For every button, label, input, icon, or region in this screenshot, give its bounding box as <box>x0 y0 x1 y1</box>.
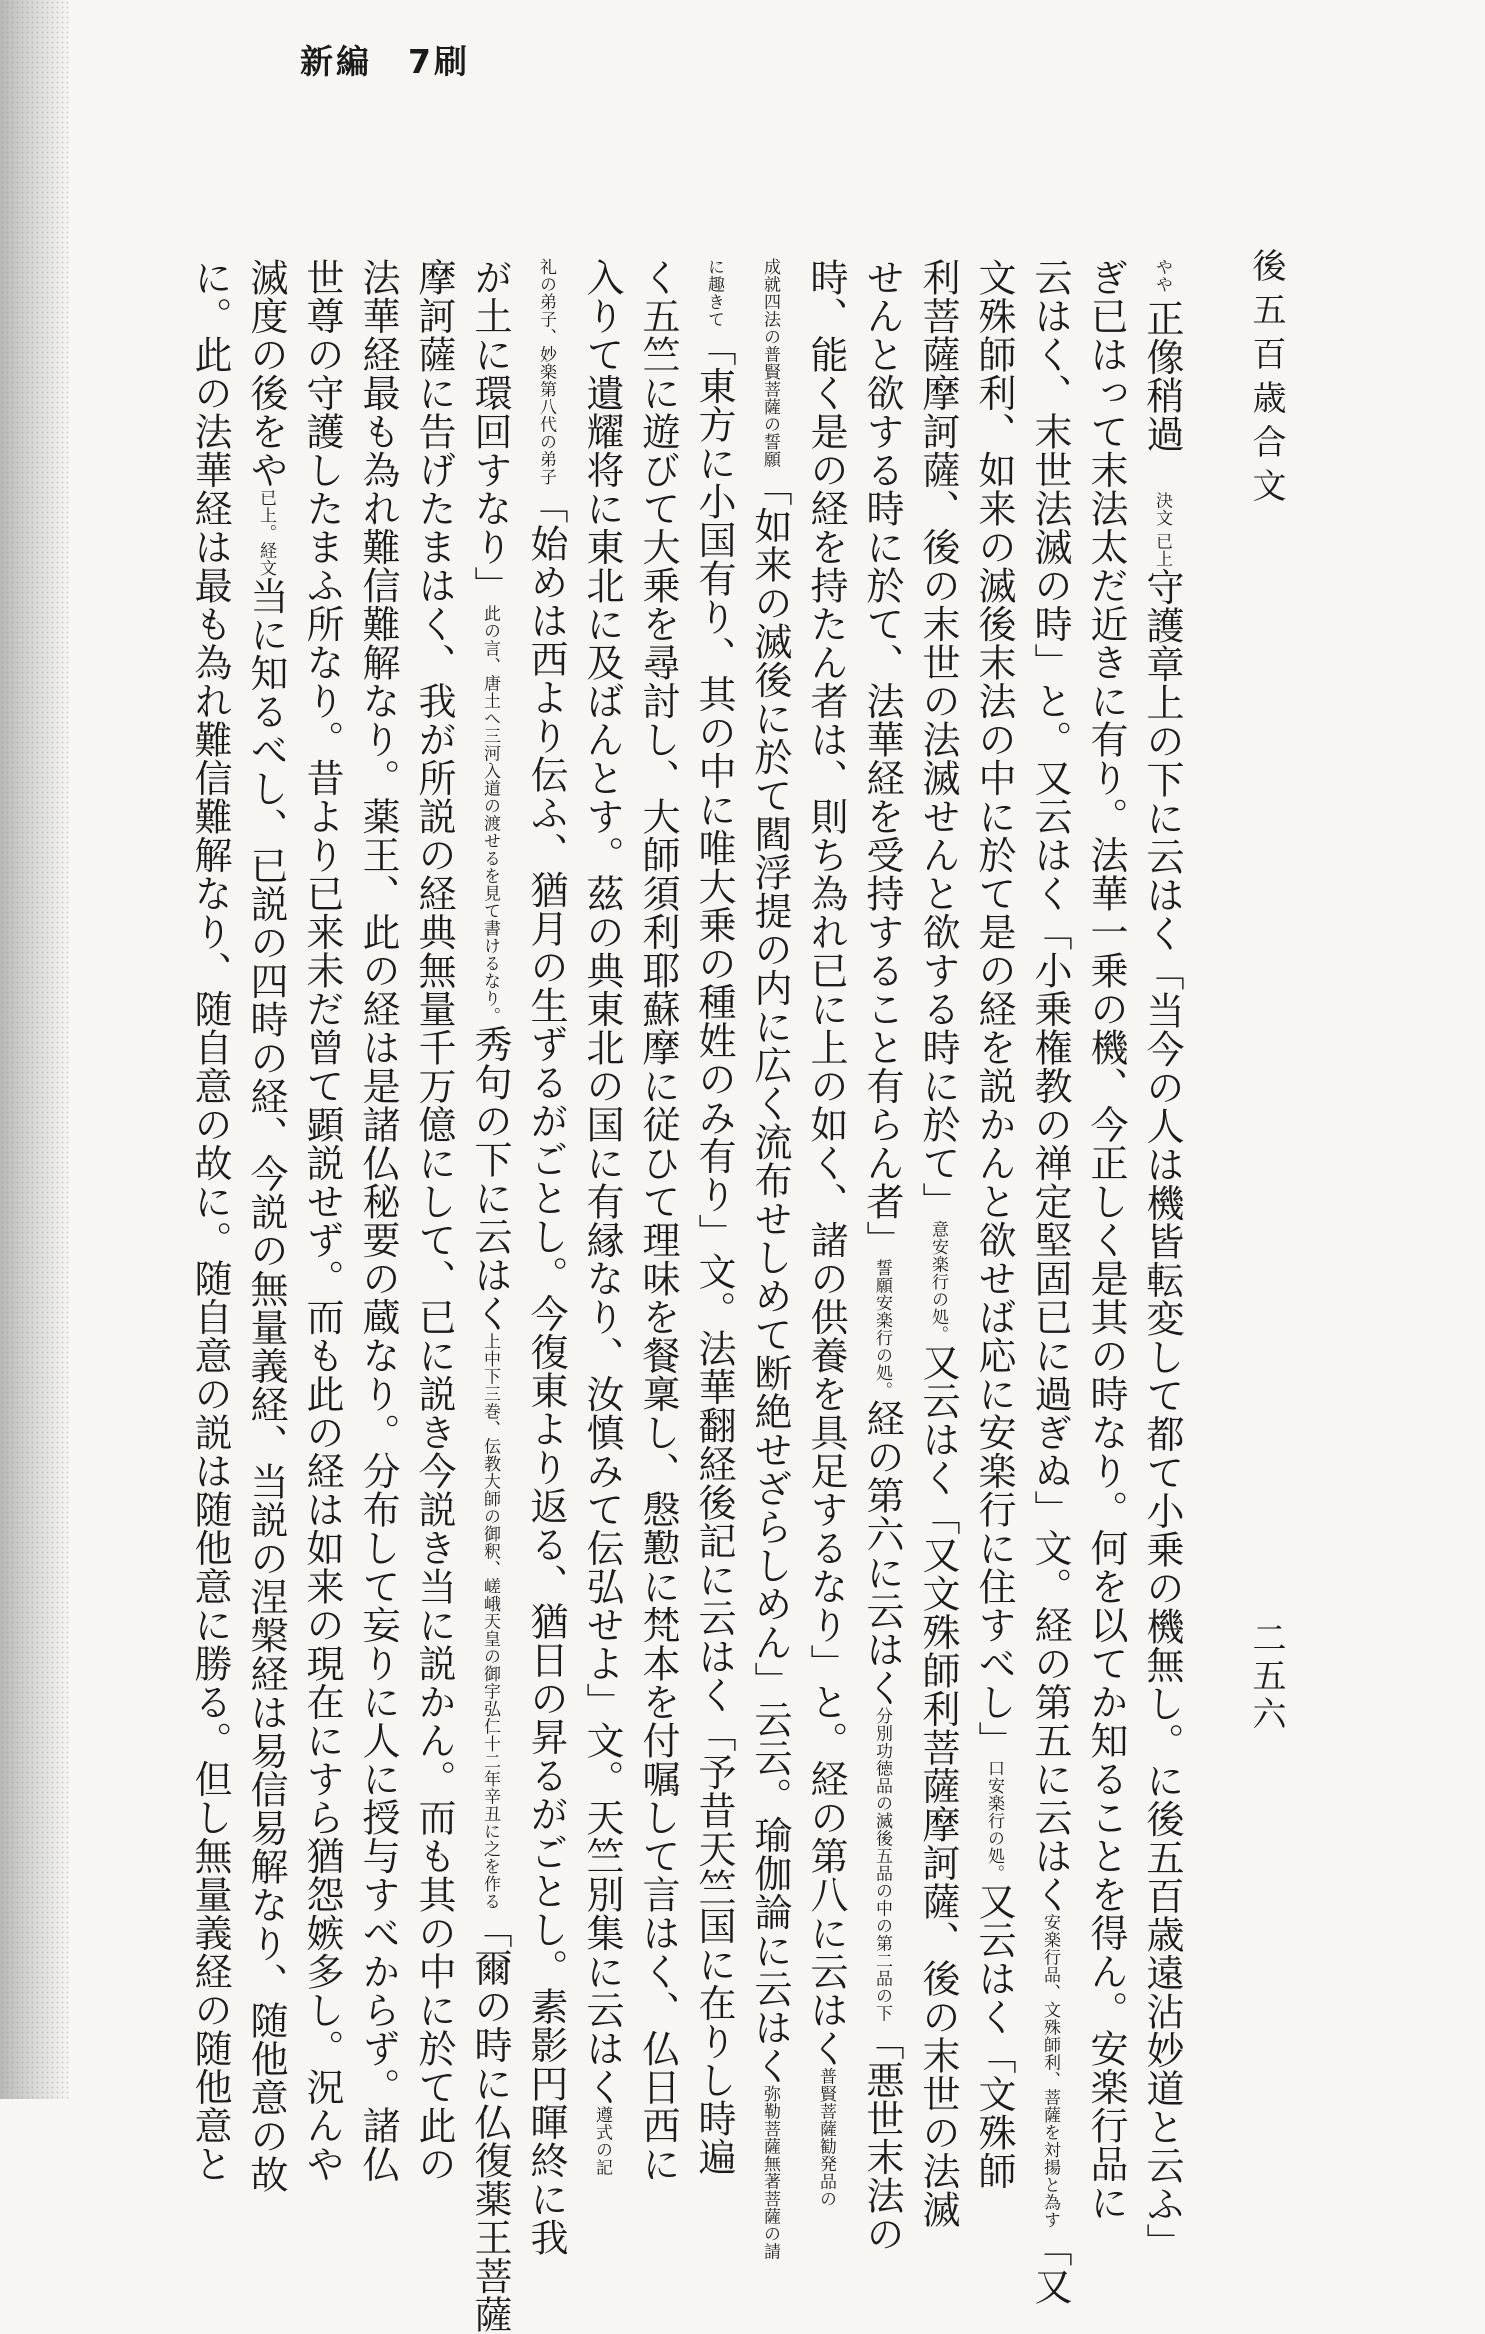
text-segment: 文殊師利、如来の滅後末法の中に於て是の経を説かんと欲せば応に安楽行に住すべし」 <box>972 258 1016 1760</box>
text-segment: に。此の法華経は最も為れ難信難解なり、随自意の故に。随自意の説は随他意に勝る。但し無量義経の随他意と <box>188 258 232 2183</box>
text-segment: が土に環回すなり」 <box>468 258 512 605</box>
interlinear-note: 口安楽行の処。 <box>984 1759 1004 1882</box>
interlinear-note: 分別功徳品の滅後五品の中の第二品の下 <box>872 1707 892 2022</box>
edition-label: 新編 7刷 <box>300 42 470 81</box>
text-segment: 秀句の下に云はく <box>468 1024 512 1333</box>
text-segment: 法華経最も為れ難信難解なり。薬王、此の経は是諸仏秘要の蔵なり。分布して妄りに人に授与すべからず。諸仏 <box>356 258 400 2183</box>
text-segment: 又云はく「又文殊師利菩薩摩訶薩、後の末世の法滅 <box>916 1343 960 2229</box>
interlinear-note: 意安楽行の処。 <box>928 1220 948 1343</box>
text-segment: 正像稍過 <box>1140 298 1184 492</box>
text-column <box>966 258 1022 2190</box>
text-segment: に後五百歳遠沾妙道と云ふ」 <box>1140 1760 1184 2262</box>
text-segment: 摩訶薩に告げたまはく、我が所説の経典無量千万億にして、已に説き今説き当に説かん。而も其の中に於て此の <box>412 258 456 2183</box>
text-segment: 入りて遺耀将に東北に及ばんとす。茲の典東北の国に有縁なり、汝慎みて伝弘せよ」文。天竺別集に云はく <box>580 258 624 2106</box>
text-segment: 「又 <box>1028 2228 1072 2306</box>
text-segment: 「悪世末法の <box>860 2022 904 2253</box>
text-column <box>1134 258 1190 2262</box>
interlinear-note: 遵式の記 <box>592 2106 612 2176</box>
interlinear-note: やや <box>1152 258 1172 299</box>
text-segment: 又云はく「文殊師 <box>972 1882 1016 2190</box>
text-segment: 世尊の守護したまふ所なり。昔より已来未だ曾て顕説せず。而も此の経は如来の現在にすら猶怨嫉多し。況んや <box>300 258 344 2183</box>
page-number: 二五六 <box>1246 1620 1286 1734</box>
text-column <box>910 258 966 2229</box>
interlinear-note: 上中下三巻、伝教大師の御釈、嵯峨天皇の御宇弘仁十二年辛丑に之を作る <box>480 1332 500 1910</box>
text-column <box>742 258 798 2260</box>
text-column <box>518 258 574 2257</box>
text-segment: せんと欲する時に於て、法華経を受持すること有らん者」 <box>860 258 904 1259</box>
text-segment: 利菩薩摩訶薩、後の末世の法滅せんと欲する時に於て」 <box>916 258 960 1221</box>
interlinear-note: 此の言、唐土へ三河入道の渡せるを見て書けるなり。 <box>480 604 500 1025</box>
text-column <box>574 258 630 2176</box>
text-column <box>630 258 686 2183</box>
text-column <box>854 258 910 2253</box>
text-column <box>406 258 462 2183</box>
text-column <box>182 258 238 2183</box>
text-column <box>462 258 518 2334</box>
interlinear-note: 普賢菩薩勧発品の <box>816 2067 836 2208</box>
interlinear-note: 誓願安楽行の処。 <box>872 1259 892 1399</box>
text-column <box>350 258 406 2183</box>
vertical-body-text <box>75 258 1190 2334</box>
text-segment: 云はく、末世法滅の時」と。又云はく「小乗権教の禅定堅固已に過ぎぬ」文。経の第五に云はく <box>1028 258 1072 1914</box>
text-column <box>294 258 350 2183</box>
text-segment: 当に知るべし、已説の四時の経、今説の無量義経、当説の涅槃経は易信易解なり、随他意の故 <box>244 576 288 2194</box>
text-segment: 守護章上の下に云はく「当今の人は機皆転変して都て小乗の機無し。 <box>1140 567 1184 1761</box>
interlinear-note: に趣きて <box>704 258 724 328</box>
scan-edge-shadow <box>0 0 70 2099</box>
text-segment: 滅度の後をや <box>244 258 288 489</box>
interlinear-note: 決文 已上 <box>1152 491 1172 568</box>
interlinear-note: 成就四法の普賢菩薩の誓願 <box>760 258 780 468</box>
interlinear-note: 安楽行品、文殊師利、菩薩を対揚と為す <box>1040 1913 1060 2229</box>
text-segment: 「始めは西より伝ふ、猶月の生ずるがごとし。今復東より返る、猶日の昇るがごとし。素影円暉終に我 <box>524 485 568 2257</box>
interlinear-note: 弥勒菩薩無著菩薩の請 <box>760 2085 780 2260</box>
text-segment: 「爾の時に仏復薬王菩薩 <box>468 1910 512 2334</box>
text-segment: 時、能く是の経を持たん者は、則ち為れ已に上の如く、諸の供養を具足するなり」と。経の第八に云はく <box>804 258 848 2068</box>
text-column <box>686 258 742 2176</box>
interlinear-note: 已上。経文 <box>256 489 276 577</box>
text-segment: ぎ已はって末法太だ近きに有り。法華一乗の機、今正しく是其の時なり。何を以てか知ることを得ん。安楽行品に <box>1084 258 1128 2222</box>
text-column <box>1022 258 1078 2306</box>
text-segment: 「如来の滅後に於て閻浮提の内に広く流布せしめて断絶せざらしめん」云云。瑜伽論に云はく <box>748 468 792 2085</box>
text-column <box>1078 258 1134 2222</box>
text-segment: 経の第六に云はく <box>860 1399 904 1707</box>
text-column <box>238 258 294 2194</box>
interlinear-note: 礼の弟子、妙楽第八代の弟子 <box>536 258 556 486</box>
text-segment: 「東方に小国有り、其の中に唯大乗の種姓のみ有り」文。法華翻経後記に云はく「予昔天竺国に在りし時遍 <box>692 328 736 2176</box>
text-column <box>798 258 854 2208</box>
text-segment: く五竺に遊びて大乗を尋討し、大師須利耶蘇摩に従ひて理味を餐稟し、慇懃に梵本を付嘱して言はく、仏日西に <box>636 258 680 2183</box>
running-title: 後五百歳合文 <box>1246 248 1286 512</box>
